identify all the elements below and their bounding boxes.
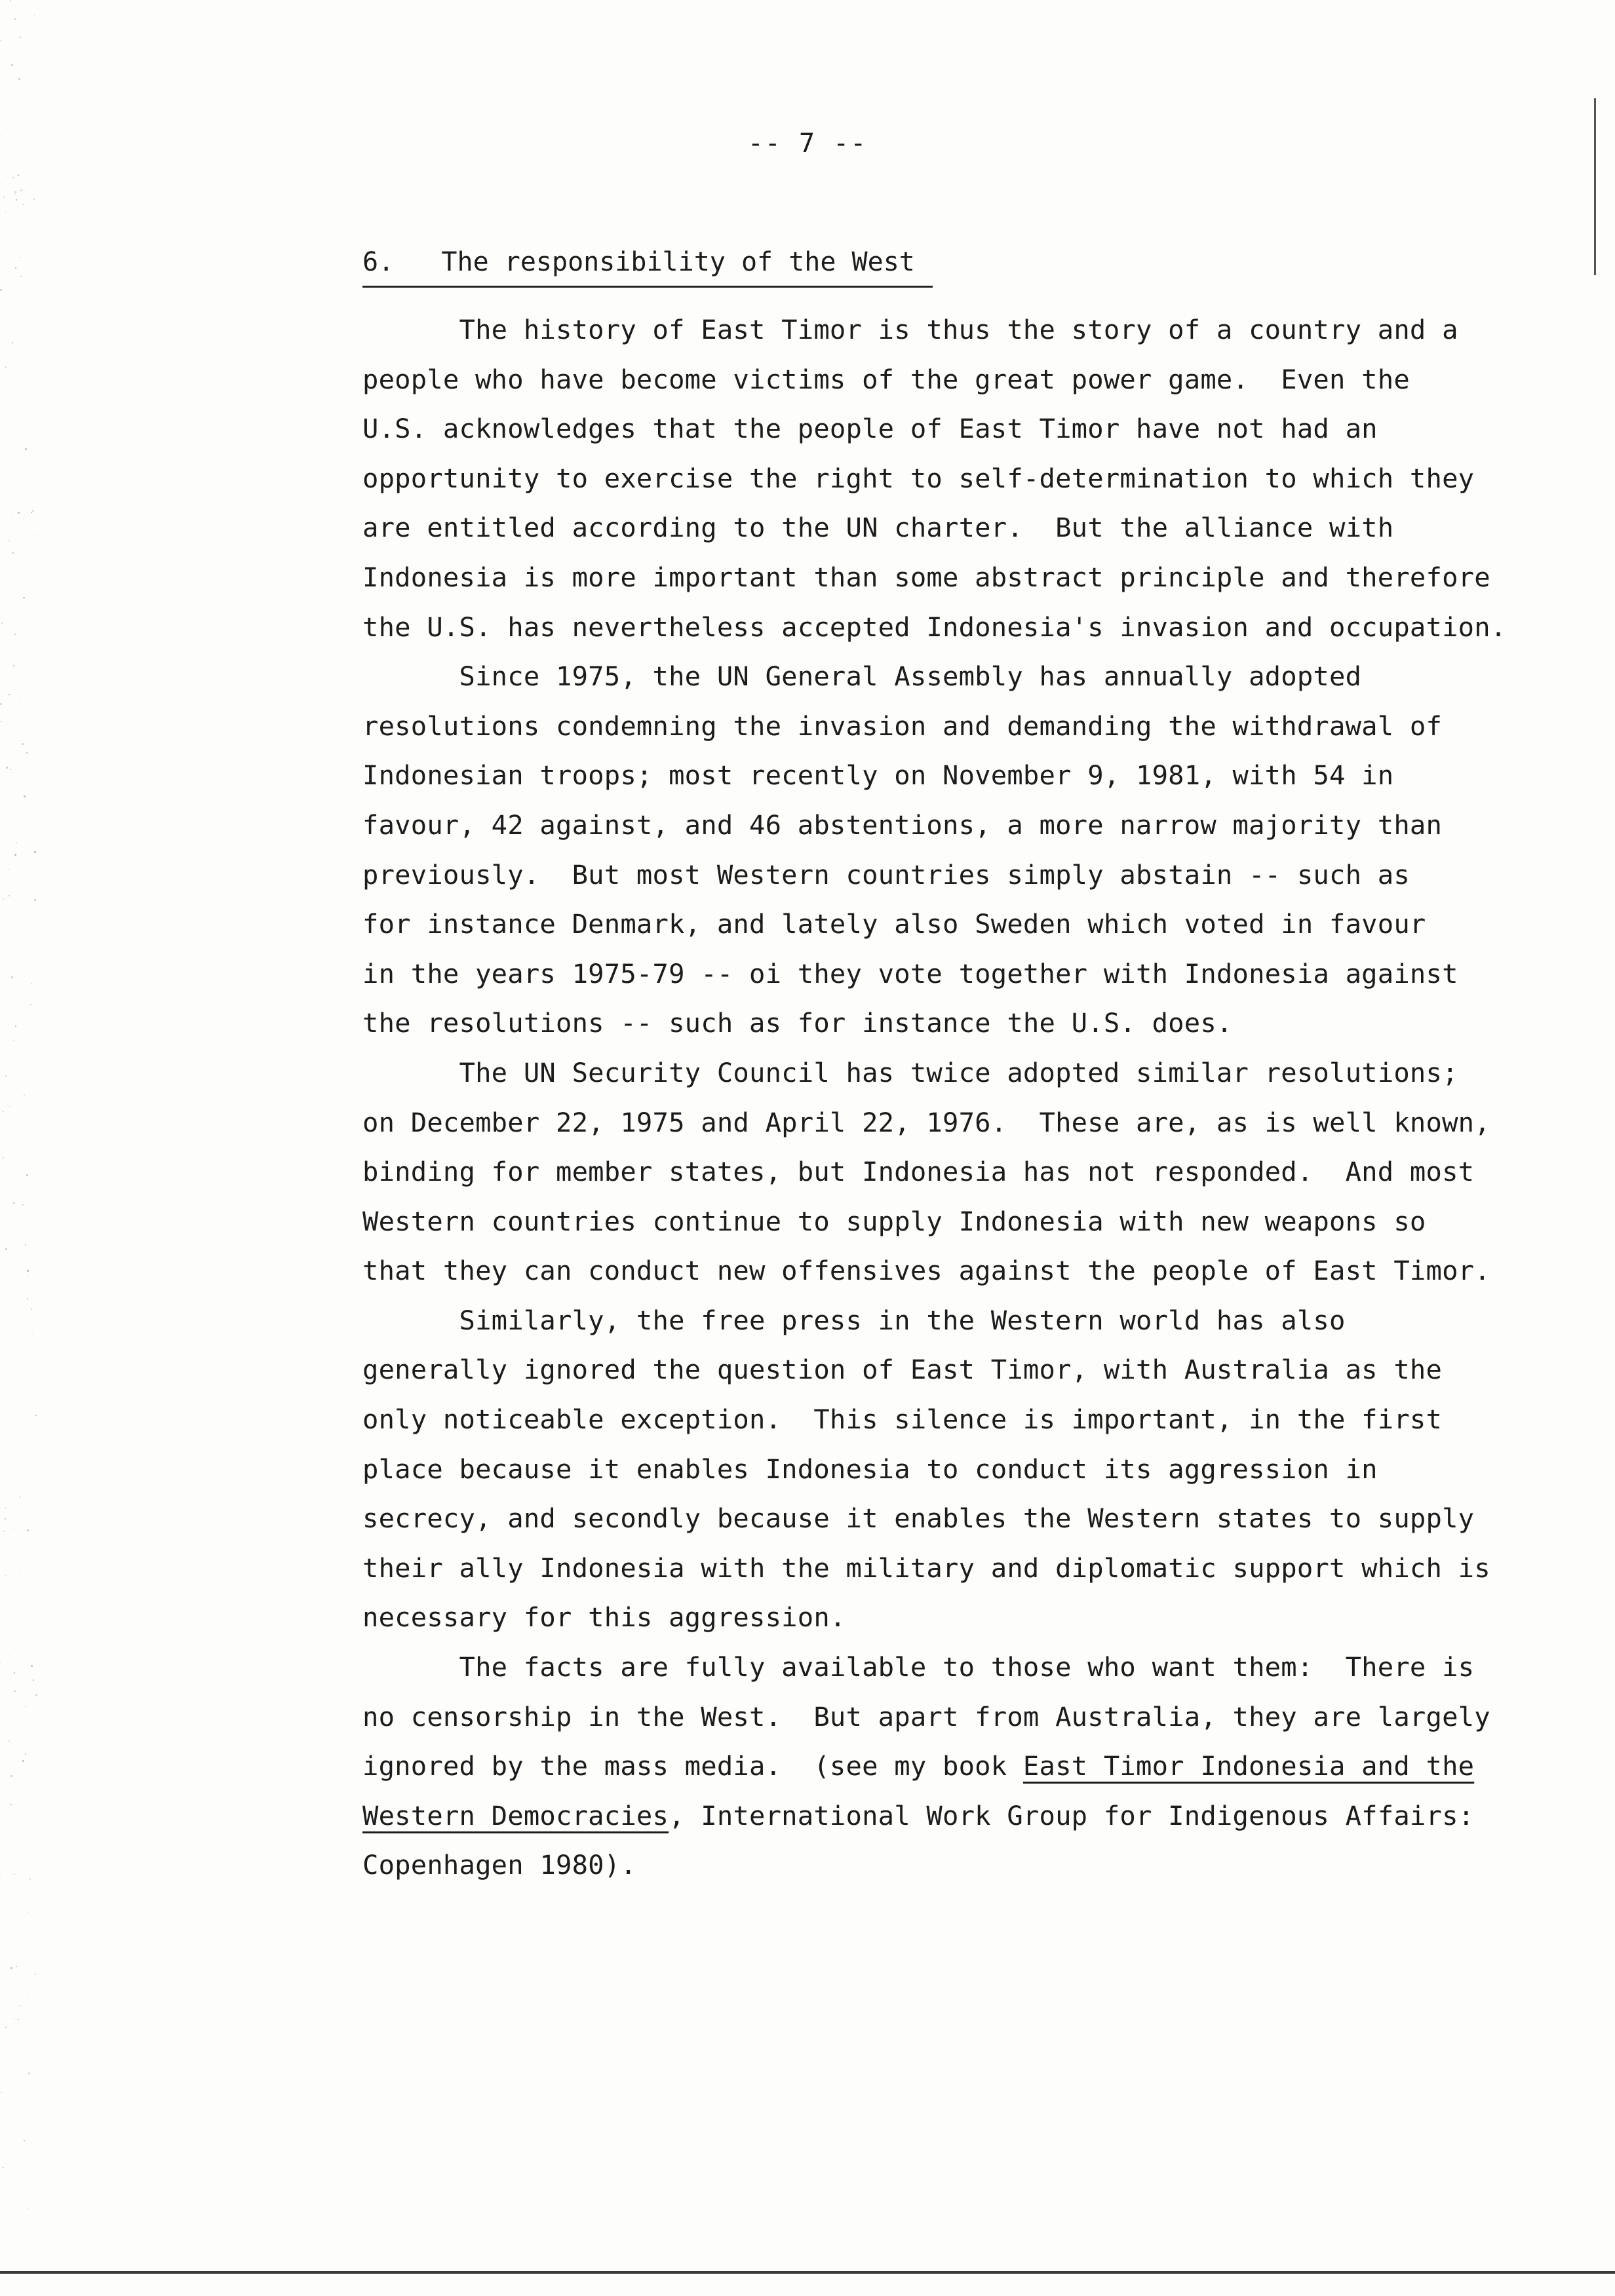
- text-line: only noticeable exception. This silence is important, in the first: [362, 1404, 1443, 1436]
- citation-line-3: Copenhagen 1980).: [362, 1849, 636, 1881]
- text-line: in the years 1975-79 -- oi they vote together with Indonesia against: [362, 957, 1458, 989]
- book-title-part-2: Western Democracies: [362, 1799, 669, 1831]
- scan-speck: [22, 204, 24, 205]
- text-line: Indonesia is more important than some abstract principle and therefore: [362, 561, 1490, 593]
- scan-speck: [31, 512, 32, 513]
- scan-speck: [28, 2208, 29, 2209]
- scan-speck: [35, 31, 36, 32]
- scan-speck: [16, 1966, 17, 1967]
- text-line: people who have become victims of the great power game. Even the: [362, 363, 1410, 395]
- scan-speck: [35, 1415, 37, 1416]
- scan-speck: [20, 257, 21, 258]
- scan-speck: [18, 175, 19, 176]
- scan-speck: [5, 211, 6, 212]
- text-line: favour, 42 against, and 46 abstentions, a more narrow majority than: [362, 809, 1443, 841]
- text-line: necessary for this aggression.: [362, 1601, 846, 1634]
- scan-speck: [10, 1967, 12, 1969]
- scan-speck: [20, 1361, 21, 1362]
- scan-speck: [12, 715, 13, 716]
- scan-speck: [5, 1508, 7, 1509]
- scan-speck: [11, 64, 13, 66]
- scan-speck: [10, 1775, 12, 1777]
- scan-speck: [14, 1517, 15, 1518]
- scan-speck: [5, 1575, 6, 1576]
- scan-speck: [3, 1111, 4, 1112]
- scan-speck: [3, 1157, 4, 1158]
- scan-speck: [1, 2092, 2, 2093]
- scan-speck: [35, 1974, 36, 1975]
- text-line: are entitled according to the UN charter. But the alliance with: [362, 512, 1394, 544]
- scan-speck: [20, 189, 22, 191]
- scan-speck: [14, 1873, 15, 1875]
- scan-speck: [5, 366, 7, 368]
- text-line: no censorship in the West. But apart from Australia, they are largely: [362, 1700, 1490, 1732]
- text-line: binding for member states, but Indonesia has not responded. And most: [362, 1156, 1475, 1188]
- scan-speck: [9, 895, 10, 896]
- scan-speck: [18, 512, 20, 514]
- text-line: the resolutions -- such as for instance the U.S. does.: [362, 1007, 1233, 1039]
- text-line: the U.S. has nevertheless accepted Indonesia's invasion and occupation.: [362, 611, 1507, 643]
- scan-speck: [24, 795, 26, 797]
- scan-speck: [3, 1531, 5, 1532]
- text-line: their ally Indonesia with the military and diplomatic support which is: [362, 1552, 1490, 1584]
- scan-speck: [18, 78, 20, 80]
- text-line: opportunity to exercise the right to self-determination to which they: [362, 462, 1475, 494]
- scan-speck: [3, 197, 5, 198]
- text-line: generally ignored the question of East Timor, with Australia as the: [362, 1354, 1443, 1386]
- scan-speck: [26, 1174, 28, 1176]
- scan-speck: [28, 2073, 30, 2075]
- scan-speck: [34, 851, 36, 853]
- book-title-part-1: East Timor Indonesia and the: [1022, 1750, 1475, 1782]
- citation-line-2: [362, 1791, 1536, 1841]
- scan-right-edge-mark: [1594, 98, 1596, 275]
- scan-speck: [27, 1529, 29, 1531]
- scan-speck: [31, 983, 32, 984]
- scan-speck: [33, 199, 35, 200]
- scan-speck: [27, 1270, 29, 1272]
- scan-speck: [9, 540, 10, 541]
- scan-speck: [16, 199, 17, 201]
- text-line: U.S. acknowledges that the people of East Timor have not had an: [362, 413, 1378, 445]
- scan-speck: [0, 40, 1, 41]
- scan-speck: [19, 701, 20, 702]
- scan-speck: [14, 634, 16, 635]
- text-line: that they can conduct new offensives against the people of East Timor.: [362, 1255, 1490, 1287]
- scan-speck: [9, 1740, 10, 1742]
- scan-speck: [12, 552, 14, 554]
- scan-speck: [22, 1204, 24, 1206]
- scan-speck: [10, 0, 11, 1]
- body-text: [362, 305, 1536, 1890]
- text-line: resolutions condemning the invasion and demanding the withdrawal of: [362, 710, 1443, 742]
- scan-speck: [34, 899, 36, 901]
- scan-speck: [15, 267, 16, 269]
- text-line: Western countries continue to supply Indonesia with new weapons so: [362, 1205, 1426, 1237]
- scan-speck: [25, 1244, 26, 1246]
- scan-speck: [14, 18, 16, 20]
- scan-speck: [13, 665, 14, 666]
- scan-speck: [26, 752, 28, 754]
- scan-speck: [9, 694, 10, 695]
- text-line: The history of East Timor is thus the story of a country and a: [362, 314, 1458, 345]
- scan-speck: [18, 1268, 19, 1269]
- text-line: Similarly, the free press in the Western world has also: [362, 1304, 1346, 1336]
- citation-prefix: ignored by the mass media. (see my book: [362, 1750, 1023, 1782]
- scan-speck: [20, 1497, 21, 1498]
- scan-speck: [22, 1760, 24, 1762]
- scan-speck: [14, 194, 15, 195]
- scan-speck: [8, 869, 9, 870]
- scan-speck: [25, 1706, 26, 1707]
- scan-speck: [22, 743, 24, 745]
- scan-speck: [24, 1094, 25, 1096]
- scan-speck: [3, 2167, 4, 2168]
- scan-speck: [9, 1106, 10, 1107]
- scan-speck: [12, 342, 13, 343]
- scan-speck: [8, 1003, 9, 1004]
- scan-speck: [25, 1753, 26, 1755]
- scan-speck: [29, 1879, 31, 1880]
- scan-speck: [33, 1679, 34, 1681]
- section-heading: 6. The responsibility of the West: [362, 242, 933, 288]
- scan-speck: [14, 1691, 16, 1692]
- scan-speck: [13, 1040, 14, 1041]
- scan-speck: [14, 854, 16, 856]
- scan-speck: [23, 597, 25, 599]
- scan-speck: [35, 1694, 37, 1696]
- text-line: for instance Denmark, and lately also Sweden which voted in favour: [362, 908, 1426, 940]
- scan-speck: [5, 2027, 7, 2028]
- scan-speck: [12, 513, 13, 514]
- scan-speck: [18, 2019, 19, 2020]
- scan-speck: [25, 448, 27, 450]
- scan-speck: [5, 1075, 7, 1077]
- scan-speck: [14, 191, 16, 193]
- scan-speck: [5, 1518, 6, 1520]
- text-line: previously. But most Western countries simply abstain -- such as: [362, 858, 1410, 890]
- scan-speck: [1, 721, 2, 722]
- scan-speck: [18, 174, 19, 175]
- scan-speck: [14, 1672, 15, 1674]
- scan-speck: [20, 276, 22, 277]
- scan-speck: [16, 842, 17, 843]
- scan-speck: [32, 510, 34, 512]
- text-line: The facts are fully available to those who want them: There is: [362, 1651, 1475, 1683]
- scan-speck: [1, 622, 3, 624]
- scan-speck: [31, 1048, 32, 1049]
- scan-speck: [34, 15, 35, 16]
- text-line: Since 1975, the UN General Assembly has annually adopted: [362, 660, 1362, 693]
- scan-speck: [20, 37, 21, 38]
- text-line: The UN Security Council has twice adopted similar resolutions;: [362, 1056, 1458, 1088]
- text-line: Indonesian troops; most recently on November 9, 1981, with 54 in: [362, 759, 1394, 792]
- scan-speck: [13, 1202, 14, 1204]
- scan-speck: [0, 703, 2, 705]
- citation-suffix: , International Work Group for Indigenous Affairs:: [669, 1799, 1475, 1831]
- text-line: on December 22, 1975 and April 22, 1976. These are, as is well known,: [362, 1106, 1490, 1138]
- citation-line-1: [362, 1742, 1536, 1791]
- text-line: secrecy, and secondly because it enables the Western states to supply: [362, 1502, 1475, 1535]
- scan-edge-noise: [0, 0, 39, 2296]
- scan-speck: [24, 2140, 25, 2141]
- scan-speck: [31, 1665, 33, 1667]
- scan-speck: [12, 177, 14, 178]
- bottom-rule: [0, 2271, 1615, 2274]
- scan-speck: [6, 767, 8, 769]
- scan-speck: [10, 1804, 12, 1805]
- scan-speck: [0, 289, 2, 291]
- scan-speck: [30, 1004, 31, 1005]
- scan-speck: [20, 2005, 21, 2006]
- scan-speck: [11, 976, 13, 978]
- scan-speck: [3, 898, 4, 900]
- scan-speck: [27, 1298, 28, 1299]
- scan-speck: [31, 1309, 32, 1310]
- scan-speck: [6, 614, 7, 615]
- text-line: place because it enables Indonesia to conduct its aggression in: [362, 1453, 1378, 1485]
- page-number: -- 7 --: [747, 128, 868, 159]
- scan-speck: [0, 1662, 1, 1663]
- scan-speck: [31, 184, 32, 185]
- scan-speck: [10, 769, 11, 770]
- scan-speck: [5, 1248, 7, 1250]
- scan-speck: [15, 1025, 16, 1027]
- scan-speck: [1, 182, 2, 183]
